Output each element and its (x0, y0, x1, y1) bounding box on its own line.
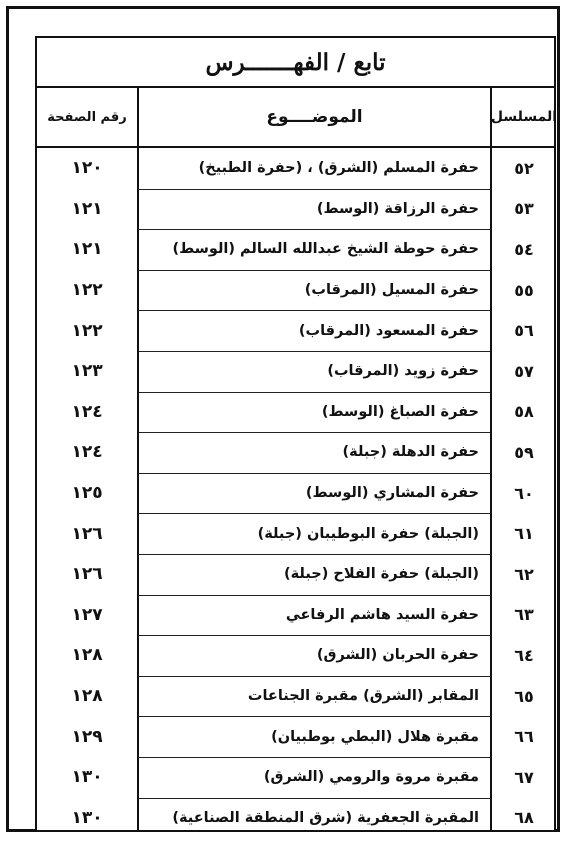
table-row (37, 798, 554, 839)
page-number-cell: ١٢٤ (71, 401, 103, 422)
table-row (37, 513, 554, 554)
page-number-cell: ١٢٢ (71, 280, 103, 301)
serial-number-cell: ٥٣ (514, 199, 534, 219)
table-row (37, 635, 554, 676)
table-row (37, 432, 554, 473)
serial-number-cell: ٦٢ (514, 564, 534, 584)
page-number-cell: ١٢١ (71, 198, 103, 219)
topic-cell: حفرة الصباغ (الوسط) (321, 403, 479, 420)
page-number-cell: ١٢٧ (71, 604, 103, 625)
topic-cell: حفرة الدهلة (جبلة) (342, 444, 479, 461)
serial-number-cell: ٦٠ (514, 483, 534, 503)
page-number-cell: ١٢٦ (71, 523, 103, 544)
serial-number-cell: ٥٦ (514, 321, 534, 341)
title-band (37, 38, 554, 88)
index-table (37, 88, 558, 832)
page-title: تابع / الفهـــــــرس (205, 48, 386, 76)
topic-cell: مقبرة هلال (البطي بوطبيان) (271, 728, 479, 745)
index-table-frame (35, 36, 556, 832)
serial-number-cell: ٦٧ (514, 767, 534, 787)
table-row (37, 351, 554, 392)
page-number-cell: ١٣٠ (71, 807, 103, 828)
page-number-cell: ١٣٠ (71, 767, 103, 788)
page-number-cell: ١٢٥ (71, 483, 103, 504)
topic-cell: المقبرة الجعفرية (شرق المنطقة الصناعية) (172, 809, 479, 826)
topic-cell: مقبرة مروة والرومي (الشرق) (263, 769, 479, 786)
serial-number-cell: ٦٤ (514, 645, 534, 665)
topic-cell: حفرة حوطة الشيخ عبدالله السالم (الوسط) (172, 241, 479, 258)
topic-cell: حفرة الرزاقة (الوسط) (316, 200, 479, 217)
header-topic: الموضــــوع (266, 107, 363, 127)
table-row (37, 148, 554, 189)
table-row (37, 676, 554, 717)
header-page-number: رقم الصفحة (47, 109, 127, 125)
serial-number-cell: ٦٨ (514, 808, 534, 828)
serial-number-cell: ٥٩ (514, 442, 534, 462)
table-row (37, 310, 554, 351)
topic-cell: حفرة المسعود (المرقاب) (298, 322, 479, 339)
serial-number-cell: ٦١ (514, 524, 534, 544)
topic-cell: حفرة السيد هاشم الرفاعي (285, 606, 479, 623)
serial-number-cell: ٦٥ (514, 686, 534, 706)
topic-cell: (الجبلة) حفرة الفلاح (جبلة) (283, 566, 479, 583)
serial-number-cell: ٥٧ (514, 361, 534, 381)
table-row (37, 595, 554, 636)
serial-number-cell: ٦٣ (514, 605, 534, 625)
topic-cell: حفرة زويد (المرقاب) (327, 363, 479, 380)
page-number-cell: ١٢٨ (71, 645, 103, 666)
page-outer-frame (6, 6, 560, 832)
page-number-cell: ١٢٤ (71, 442, 103, 463)
page-number-cell: ١٢٨ (71, 686, 103, 707)
page-number-cell: ١٢٣ (71, 361, 103, 382)
serial-number-cell: ٥٢ (514, 158, 534, 178)
table-row (37, 554, 554, 595)
table-body (37, 148, 554, 838)
topic-cell: حفرة المسلم (الشرق) ، (حفرة الطبيخ) (198, 160, 479, 177)
topic-cell: حفرة المشاري (الوسط) (305, 485, 479, 502)
table-row (37, 392, 554, 433)
topic-cell: المقابر (الشرق) مقبرة الجناعات (247, 688, 479, 705)
page-number-cell: ١٢٦ (71, 564, 103, 585)
serial-number-cell: ٥٨ (514, 402, 534, 422)
page-number-cell: ١٢١ (71, 239, 103, 260)
serial-number-cell: ٥٥ (514, 280, 534, 300)
topic-cell: (الجبلة) حفرة البوطيبان (جبلة) (257, 525, 479, 542)
header-serial: المسلسل (490, 109, 558, 125)
topic-cell: حفرة المسيل (المرقاب) (304, 282, 479, 299)
table-row (37, 757, 554, 798)
page-number-cell: ١٢٢ (71, 320, 103, 341)
table-row (37, 229, 554, 270)
table-row (37, 473, 554, 514)
page-number-cell: ١٢٠ (71, 158, 103, 179)
serial-number-cell: ٦٦ (514, 727, 534, 747)
table-row (37, 189, 554, 230)
serial-number-cell: ٥٤ (514, 239, 534, 259)
topic-cell: حفرة الحربان (الشرق) (316, 647, 479, 664)
table-row (37, 270, 554, 311)
page-number-cell: ١٢٩ (71, 726, 103, 747)
table-header-row (37, 88, 558, 148)
table-row (37, 716, 554, 757)
